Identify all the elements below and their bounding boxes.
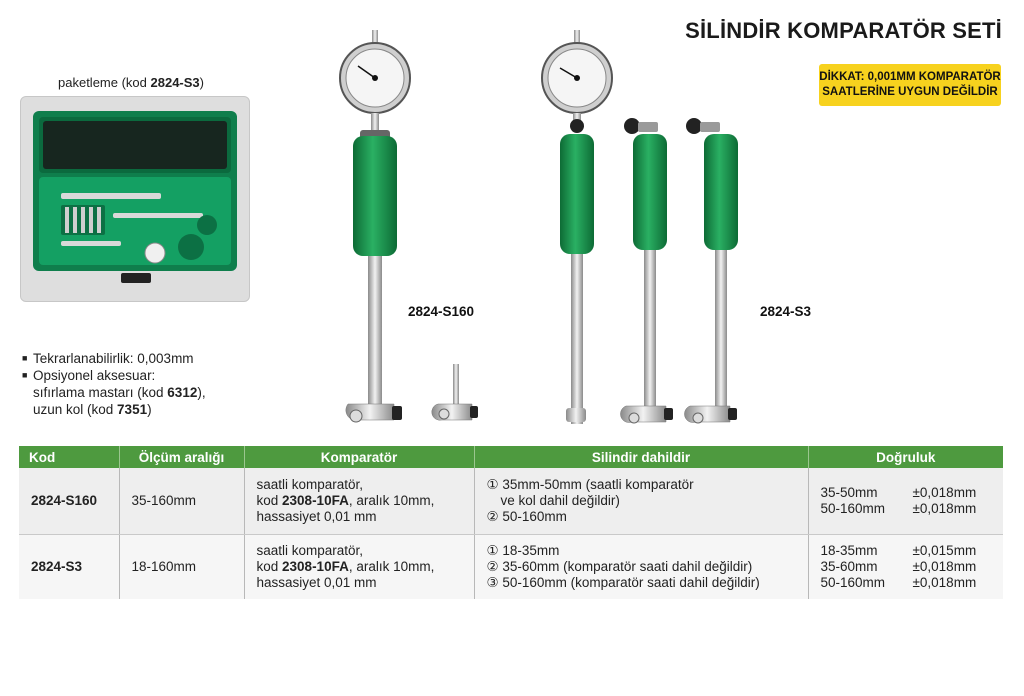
cylinder-line: ② 35-60mm (komparatör saati dahil değildir) xyxy=(486,559,753,574)
cell-accuracy xyxy=(808,535,1003,600)
accuracy-line xyxy=(821,543,992,559)
packaging-caption xyxy=(58,75,204,90)
comparator-line-2-prefix: kod xyxy=(256,559,283,574)
comparator-line-1: saatli komparatör, xyxy=(256,477,364,492)
spec-table xyxy=(19,446,1003,599)
accuracy-range: 35-50mm xyxy=(820,485,878,500)
label-s160: 2824-S160 xyxy=(408,304,475,319)
accuracy-range: 35-60mm xyxy=(820,559,878,574)
packaging-caption-prefix: paketleme (kod xyxy=(58,75,151,90)
bullet-square-icon: ■ xyxy=(22,370,28,380)
accuracy-line xyxy=(821,559,992,575)
cell-range: 18-160mm xyxy=(119,535,244,600)
gauge-s3-with-dial xyxy=(542,30,612,424)
accuracy-line xyxy=(821,501,992,517)
optional-line-2-prefix: sıfırlama mastarı (kod xyxy=(33,385,168,400)
cylinder-line: ① 35mm-50mm (saatli komparatör xyxy=(486,477,694,492)
table-header-row xyxy=(19,446,1003,468)
feature-optional-line-3 xyxy=(22,401,206,418)
cell-comparator xyxy=(244,535,474,600)
cell-range: 35-160mm xyxy=(119,468,244,535)
bullet-square-icon: ■ xyxy=(22,353,28,363)
table-row xyxy=(19,535,1003,600)
accuracy-range: 18-35mm xyxy=(820,543,878,558)
gauge-s160 xyxy=(340,30,410,422)
optional-line-3-prefix: uzun kol (kod xyxy=(33,402,118,417)
cylinder-line: ve kol dahil değildir) xyxy=(500,493,620,508)
cell-cylinder xyxy=(474,468,808,535)
packaging-caption-code: 2824-S3 xyxy=(150,75,200,90)
comparator-line-3: hassasiyet 0,01 mm xyxy=(256,575,377,590)
table-row xyxy=(19,468,1003,535)
warning-badge xyxy=(819,64,1001,106)
warning-line-2: SAATLERİNE UYGUN DEĞİLDİR xyxy=(822,86,998,98)
comparator-line-2-suffix: , aralık 10mm, xyxy=(348,493,435,508)
accuracy-value: ±0,015mm xyxy=(912,543,977,558)
page-title: SİLİNDİR KOMPARATÖR SETİ xyxy=(685,18,1002,43)
cylinder-line: ① 18-35mm xyxy=(486,543,560,558)
comparator-line-2-suffix: , aralık 10mm, xyxy=(348,559,435,574)
gauge-s3-handle-medium xyxy=(620,118,673,423)
optional-line-2-code: 6312 xyxy=(167,385,198,400)
comparator-line-3: hassasiyet 0,01 mm xyxy=(256,509,377,524)
accuracy-line xyxy=(821,485,992,501)
accuracy-value: ±0,018mm xyxy=(912,575,977,590)
cylinder-line: ② 50-160mm xyxy=(486,509,567,524)
warning-line-1: DİKKAT: 0,001MM KOMPARATÖR xyxy=(819,71,1001,83)
packaging-caption-suffix: ) xyxy=(199,75,204,90)
comparator-code: 2308-10FA xyxy=(282,493,349,508)
feature-list xyxy=(22,350,206,418)
accuracy-value: ±0,018mm xyxy=(912,559,977,574)
accuracy-value: ±0,018mm xyxy=(912,485,977,500)
cell-code: 2824-S3 xyxy=(19,535,119,600)
feature-optional xyxy=(22,367,206,384)
feature-optional-title: Opsiyonel aksesuar: xyxy=(33,368,156,383)
cell-cylinder xyxy=(474,535,808,600)
comparator-line-2 xyxy=(257,559,462,575)
feature-optional-line-2 xyxy=(22,384,206,401)
gauge-s3-handle-short xyxy=(684,118,738,423)
bore-gauge-illustrations xyxy=(320,30,760,440)
col-header-accuracy: Doğruluk xyxy=(808,446,1003,468)
col-header-code: Kod xyxy=(19,446,119,468)
col-header-range: Ölçüm aralığı xyxy=(119,446,244,468)
optional-line-3-suffix: ) xyxy=(147,402,152,417)
accuracy-range: 50-160mm xyxy=(820,501,886,516)
optional-line-2-suffix: ), xyxy=(197,385,206,400)
col-header-comparator: Komparatör xyxy=(244,446,474,468)
optional-line-3-code: 7351 xyxy=(117,402,148,417)
comparator-code: 2308-10FA xyxy=(282,559,349,574)
cell-accuracy xyxy=(808,468,1003,535)
label-s3: 2824-S3 xyxy=(760,304,812,319)
cylinder-line: ③ 50-160mm (komparatör saati dahil değildir) xyxy=(486,575,760,590)
comparator-line-2-prefix: kod xyxy=(256,493,283,508)
comparator-line-2 xyxy=(257,493,462,509)
col-header-cylinder: Silindir dahildir xyxy=(474,446,808,468)
feature-repeatability xyxy=(22,350,206,367)
cell-code: 2824-S160 xyxy=(19,468,119,535)
accuracy-range: 50-160mm xyxy=(820,575,886,590)
packaging-photo xyxy=(20,96,250,302)
spare-head xyxy=(432,364,478,420)
feature-repeatability-text: Tekrarlanabilirlik: 0,003mm xyxy=(33,351,194,366)
cell-comparator xyxy=(244,468,474,535)
comparator-line-1: saatli komparatör, xyxy=(256,543,364,558)
accuracy-line xyxy=(821,575,992,591)
carrying-case-illustration xyxy=(21,97,249,301)
accuracy-value: ±0,018mm xyxy=(912,501,977,516)
